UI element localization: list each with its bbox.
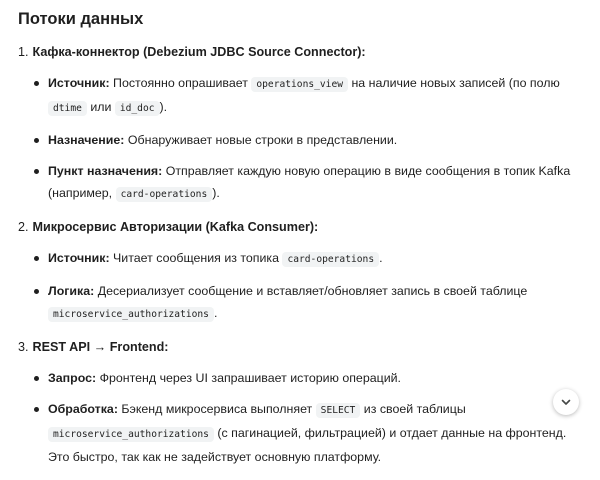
detail-text: Бэкенд микросервиса выполняет: [117, 402, 316, 416]
detail-label: Обработка:: [48, 402, 118, 416]
detail-destination: [18, 160, 592, 206]
detail-text: или: [86, 100, 115, 114]
detail-purpose: [18, 129, 592, 151]
flow-details: [18, 72, 592, 206]
flow-title-row: [18, 338, 592, 356]
flow-details: [18, 247, 592, 326]
flow-details: [18, 367, 592, 468]
inline-code: card-operations: [116, 187, 213, 202]
detail-text: из своей таблицы: [360, 402, 466, 416]
inline-code: SELECT: [316, 403, 361, 418]
inline-code: microservice_authorizations: [48, 427, 214, 442]
flow-title-row: [18, 218, 592, 236]
detail-processing: [18, 398, 592, 468]
detail-label: Источник:: [48, 251, 110, 265]
detail-text: .: [379, 251, 383, 265]
flow-number: 2.: [18, 220, 29, 234]
detail-label: Назначение:: [48, 133, 125, 147]
response-document: [18, 8, 592, 480]
detail-label: Источник:: [48, 76, 110, 90]
detail-logic: [18, 280, 592, 326]
detail-label: Логика:: [48, 284, 95, 298]
detail-text: Фронтенд через UI запрашивает историю операций.: [96, 371, 401, 385]
detail-text: на наличие новых записей (по полю: [348, 76, 560, 90]
detail-source: [18, 72, 592, 120]
flow-item-kafka-connector: [18, 43, 592, 206]
detail-label: Запрос:: [48, 371, 97, 385]
flow-title: REST API → Frontend:: [32, 340, 169, 354]
scroll-to-bottom-button[interactable]: [553, 389, 579, 415]
detail-text: Десериализует сообщение и вставляет/обновляет запись в своей таблице: [94, 284, 528, 298]
section-heading: Потоки данных: [18, 10, 144, 28]
inline-code: microservice_authorizations: [48, 307, 214, 322]
detail-label: Пункт назначения:: [48, 164, 163, 178]
inline-code: card-operations: [282, 252, 379, 267]
inline-code: operations_view: [251, 77, 348, 92]
detail-request: [18, 367, 592, 389]
detail-text: ).: [159, 100, 168, 114]
flow-title: Кафка-коннектор (Debezium JDBC Source Connector):: [32, 45, 366, 59]
flow-title-row: [18, 43, 592, 61]
inline-code: id_doc: [115, 101, 160, 116]
detail-source: [18, 247, 592, 271]
detail-text: Постоянно опрашивает: [109, 76, 252, 90]
flow-number: 3.: [18, 340, 29, 354]
detail-text: (с пагинацией, фильтрацией) и отдает данные на фронтенд. Это быстро, так как не задействует основную платформу.: [48, 426, 567, 464]
chevron-down-icon: [560, 396, 572, 408]
flow-item-auth-microservice: [18, 218, 592, 326]
flow-title: Микросервис Авторизации (Kafka Consumer):: [32, 220, 319, 234]
detail-text: Обнаруживает новые строки в представлении.: [124, 133, 398, 147]
detail-text: .: [213, 306, 218, 320]
inline-code: dtime: [48, 101, 87, 116]
detail-text: Читает сообщения из топика: [109, 251, 283, 265]
flow-number: 1.: [18, 45, 29, 59]
flow-item-rest-api: [18, 338, 592, 468]
detail-text: ).: [212, 186, 220, 200]
data-flows-list: [18, 43, 592, 468]
detail-text: Отправляет каждую новую операцию в виде сообщения в топик Kafka (например,: [48, 164, 571, 200]
